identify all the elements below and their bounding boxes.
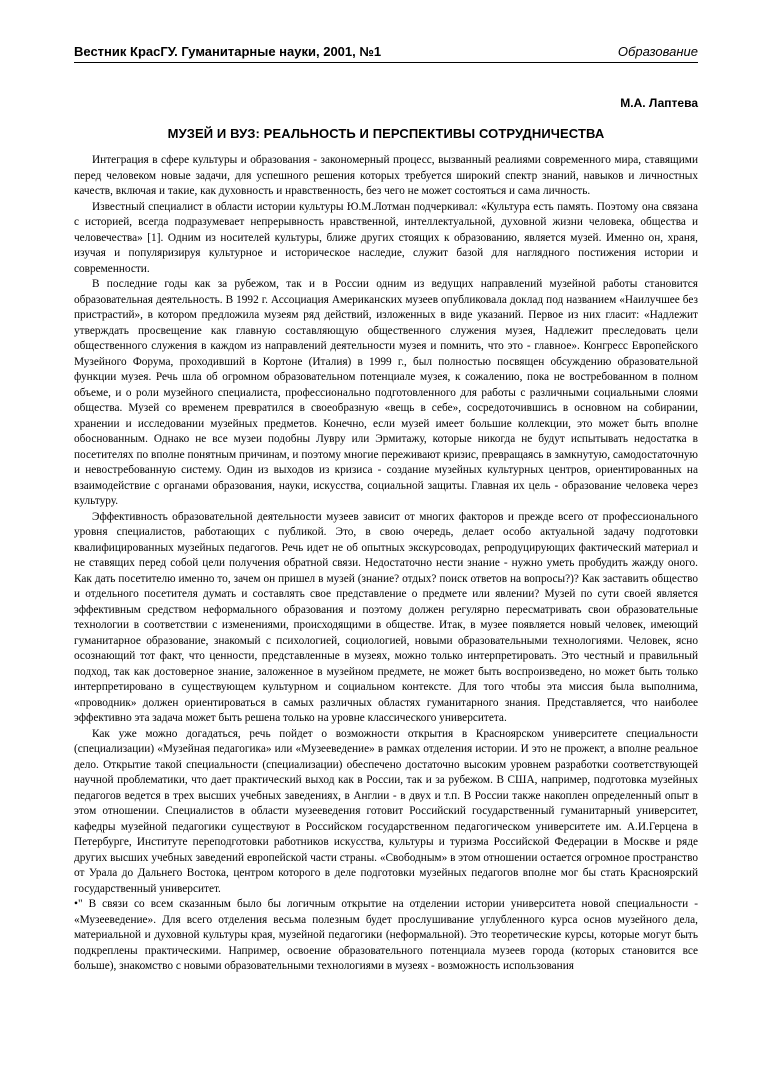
journal-title: Вестник КрасГУ. Гуманитарные науки, 2001, №1 [74, 44, 382, 59]
paragraph: Интеграция в сфере культуры и образования - закономерный процесс, вызванный реалиями современного мира, ставящими перед человеком новые задачи, для успешного решения которых требуется широкий спектр знаний, навыков и личностных качеств, включая и такие, как духовность и нравственность, без чего не может состояться и сама личность. [74, 154, 698, 197]
paragraph: Известный специалист в области истории культуры Ю.М.Лотман подчеркивал: «Культура есть память. Поэтому она связана с историей, всегда подразумевает непрерывность нравственной, интеллектуальной, духовной жизни человека, общества и человечества» [1]. Одним из носителей культуры, ближе других стоящих к образованию, является музей. Именно он, храня, изучая и популяризируя культурное и историческое наследие, служит базой для наглядного постижения истории и современности. [74, 200, 698, 275]
running-header [74, 44, 698, 63]
article-title: МУЗЕЙ И ВУЗ: РЕАЛЬНОСТЬ И ПЕРСПЕКТИВЫ СОТРУДНИЧЕСТВА [167, 126, 605, 141]
paragraph: Как уже можно догадаться, речь пойдет о возможности открытия в Красноярском университете специальности (специализации) «Музейная педагогика» или «Музееведение» в рамках отделения истории. И это не прожект, а вполне реальное дело. Открытие такой специальности (специализации) обеспечено достаточно высоким уровнем разработки соответствующей научной проблематики, что дает практический выход как в России, так и за рубежом. В США, например, подготовка музейных педагогов ведется в трех высших учебных заведениях, в Англии - в двух и т.п. В России также накоплен определенный опыт в этом отношении. Специалистов в области музееведения готовит Российский государственный гуманитарный университет, кафедры музейной педагогики существуют в Российском государственном педагогическом университете им. А.И.Герцена в Петербурге, Институте переподготовки работников искусства, культуры и туризма Российской Федерации в Москве и ряде других высших учебных заведений европейской части страны. «Свободным» в этом отношении остается огромное пространство от Урала до Дальнего Востока, центром которого в деле подготовки музейных педагогов вполне мог бы стать Красноярский государственный университет. [74, 727, 698, 895]
paragraph: Эффективность образовательной деятельности музеев зависит от многих факторов и прежде всего от профессионального уровня специалистов, работающих с публикой. Это, в свою очередь, делает особо актуальной задачу подготовки квалифицированных музейных педагогов. Речь идет не об опытных экскурсоводах, репродуцирующих фактический материал и не ставящих перед собой цели получения обратной связи. Недостаточно нести знание - нужно уметь пробудить жажду оного. Как дать посетителю именно то, зачем он пришел в музей (знание? отдых? поиск ответов на вопросы?)? Как заставить общество и отдельного посетителя думать и составлять свое представление о предмете или явлении? Музей по сути своей является эффективным средством неформального образования и поэтому должен регулярно пересматривать свои образовательные технологии в соответствии с изменениями, происходящими в обществе. Итак, в музее появляется новый человек, имеющий гуманитарное образование, знакомый с психологией, социологией, новыми образовательными технологиями. Человек, ясно осознающий тот факт, что ценности, представленные в музеях, можно только интерпретировать. Это честный и правильный подход, так как достоверное знание, заложенное в музейном предмете, не может быть воспроизведено, но может быть только интерпретировано в существующем культурном и социальном контексте. Для того чтобы эта миссия была выполнима, «проводник» должен ориентироваться в самых различных областях гуманитарного знания. Представляется, что наиболее эффективно эта задача может быть решена только на уровне классического университета. [74, 510, 698, 724]
article-body [74, 153, 698, 975]
author-name: М.А. Лаптева [620, 96, 698, 110]
paragraph: В последние годы как за рубежом, так и в России одним из ведущих направлений музейной работы становится образовательная деятельность. В 1992 г. Ассоциация Американских музеев опубликовала доклад под названием «Наилучшее без пристрастий», в котором предложила музеям ряд действий, изложенных в виде указаний. Первое из них гласит: «Надлежит утверждать просвещение как главную составляющую общественного служения музея, Надлежит преследовать цели общественного служения в каждом из направлений деятельности музея и помнить, что это - главное». Конгресс Европейского Музейного Форума, проходивший в Кортоне (Италия) в 1999 г., был полностью посвящен обсуждению образовательной функции музея. Речь шла об огромном образовательном потенциале музея, к сожалению, пока не востребованном в полном объеме, и о роли музейного специалиста, профессионально подготовленного для работы с различными социальными слоями общества. Музей со временем превратился в своеобразную «вещь в себе», сосредоточившись в основном на собирании, хранении и исследовании музейных предметов. Конечно, если музей имеет большие коллекции, это может быть вполне обоснованным. Однако не все музеи подобны Лувру или Эрмитажу, которые никогда не будут испытывать недостатка в посетителях по вполне понятным причинам, и поэтому многие переживают кризис, превращаясь в замкнутую, самодостаточную и невостребованную систему. Один из выходов из кризиса - создание музейных культурных центров, ориентированных на взаимодействие с органами образования, науки, искусства, социальной защиты. Главная их цель - образование человека через культуру. [74, 278, 698, 507]
section-name: Образование [617, 44, 698, 59]
paragraph: •" В связи со всем сказанным было бы логичным открытие на отделении истории университета новой специальности - «Музееведение». Для всего отделения весьма полезным будет прослушивание углубленного курса основ музейного дела, материальной и духовной культуры края, музейной педагогики (неформальной). Это теоретические курсы, которые могут быть подкреплены практическими. Например, освоение образовательного потенциала музеев города (которых становится все больше), знакомство с новыми образовательными технологиями в музеях - возможность использования [74, 898, 698, 972]
